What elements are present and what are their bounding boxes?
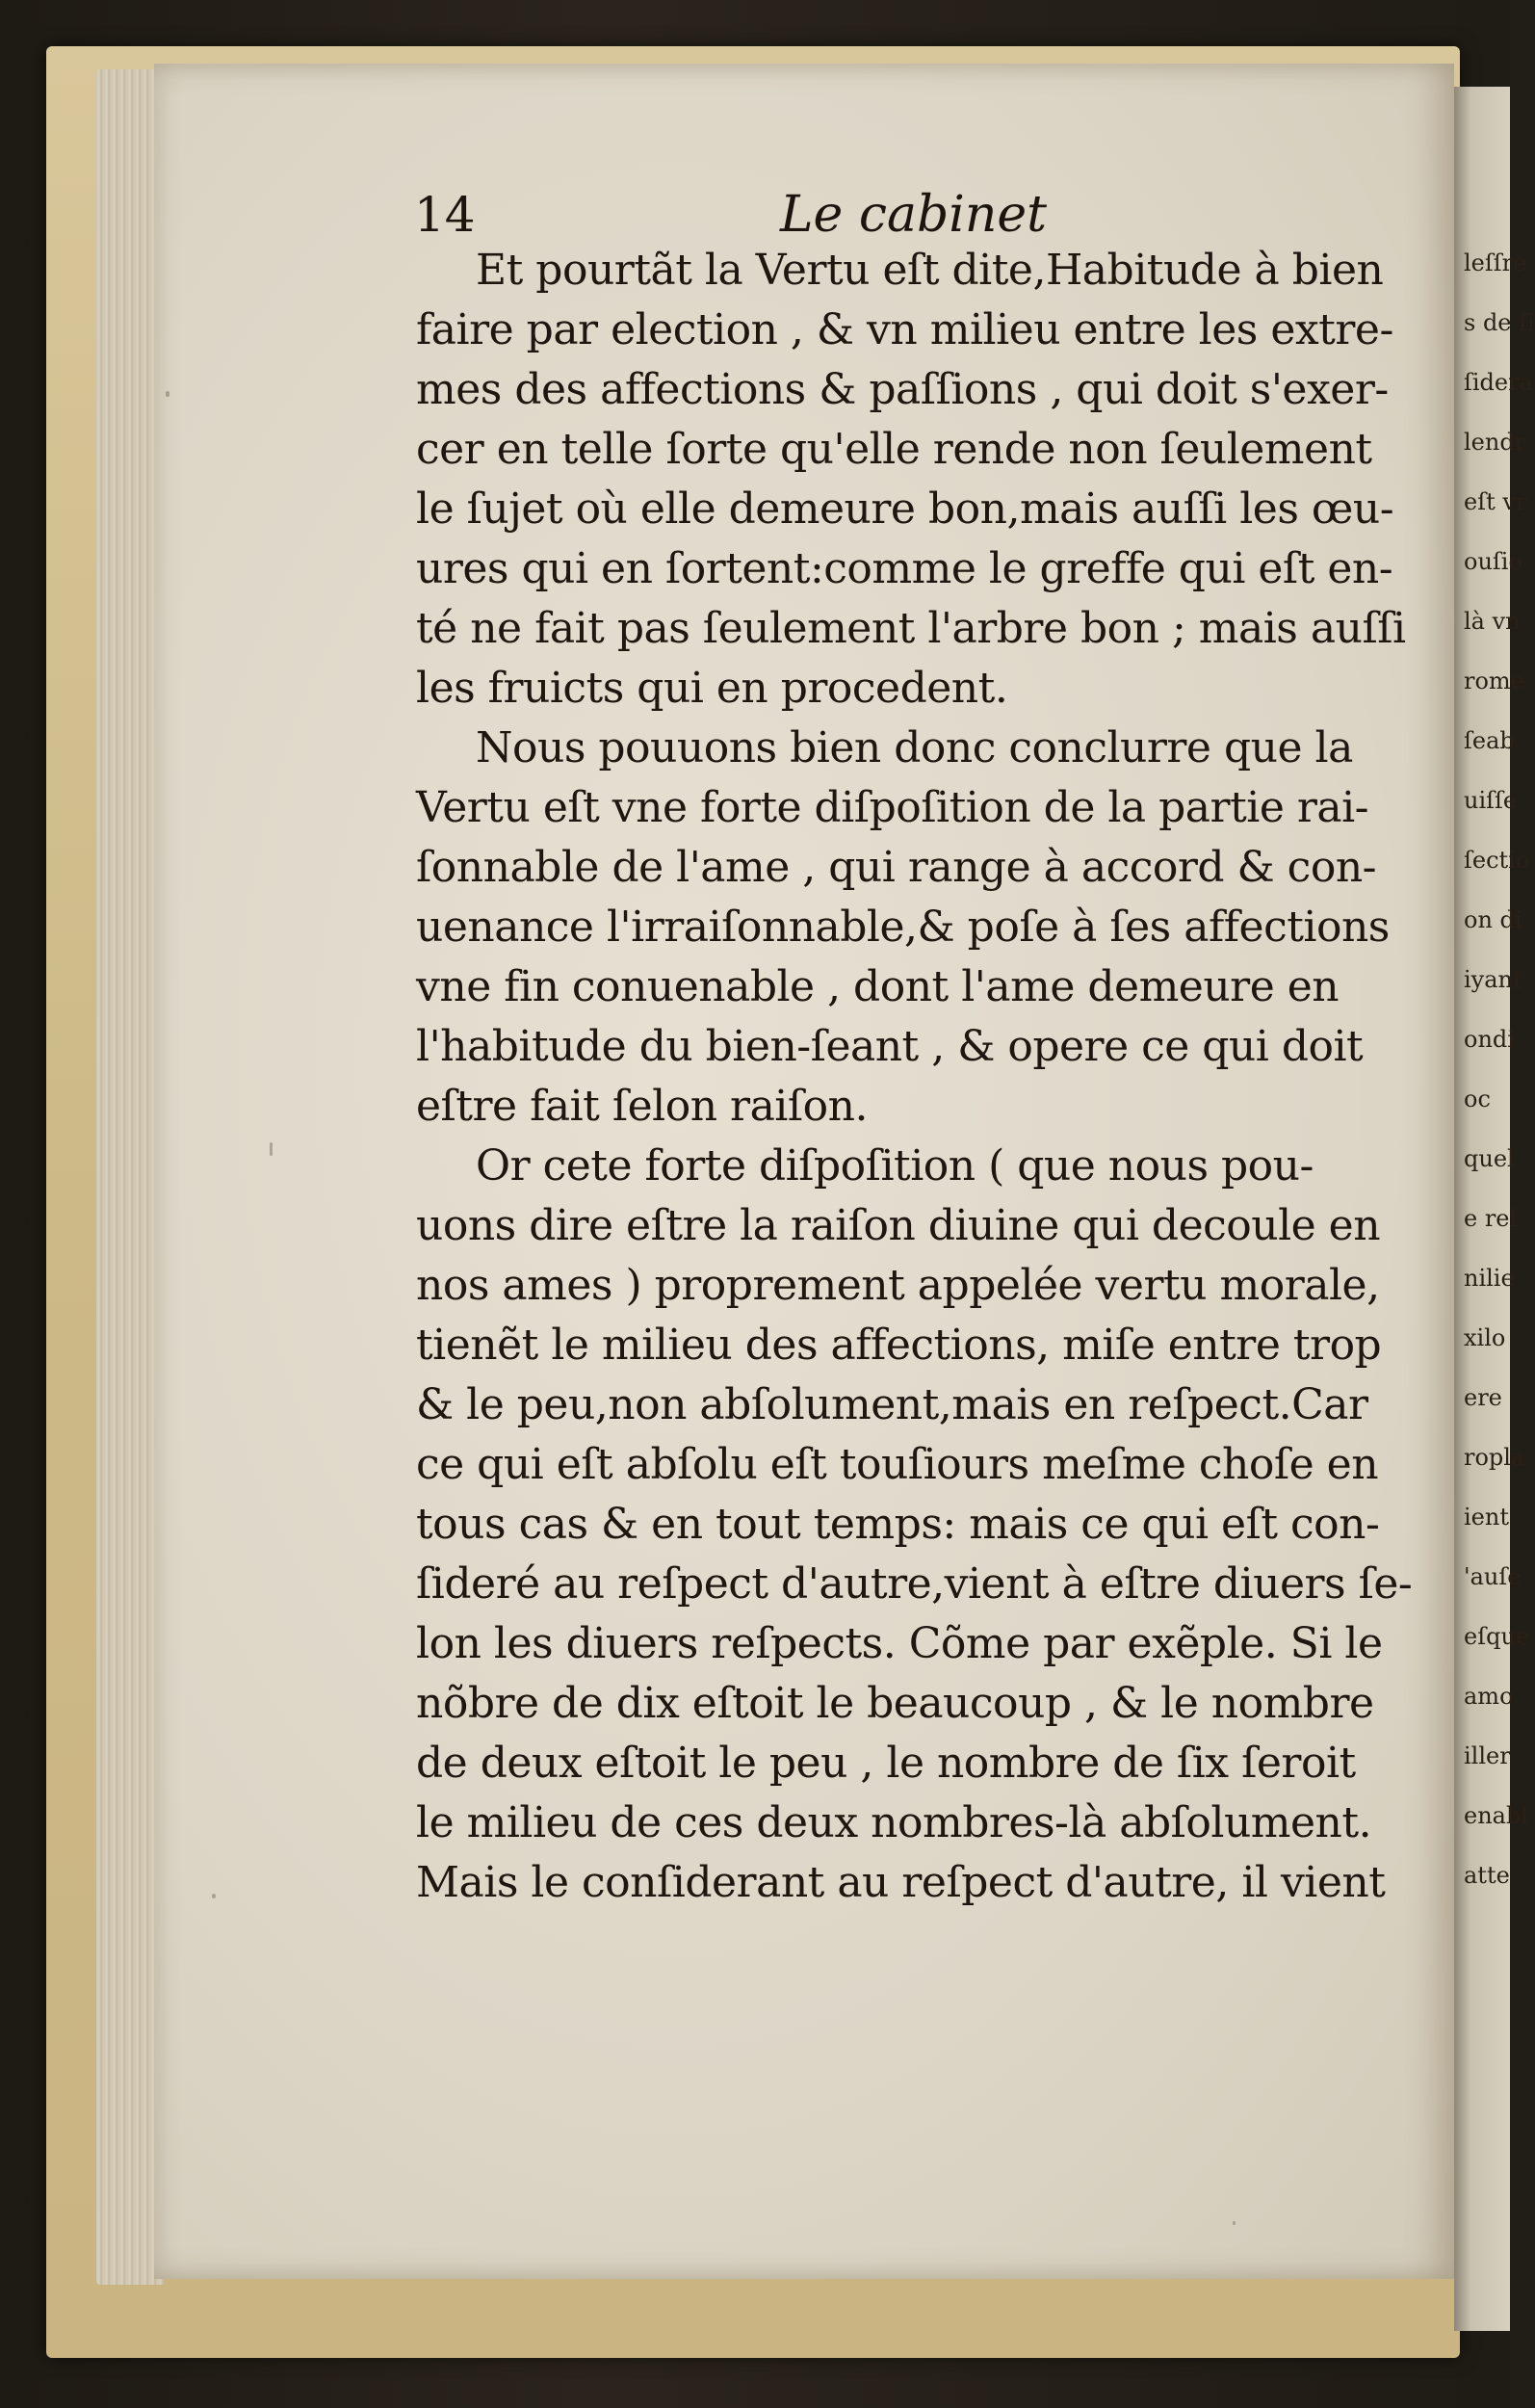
text-line: vne fin conuenable , dont l'ame demeure en [416,962,1340,1011]
facing-fragment: atte [1464,1862,1510,1889]
facing-fragment: xilo [1464,1324,1506,1351]
facing-fragment: ropla [1464,1444,1525,1471]
text-line: uons dire eſtre la raiſon diuine qui decoule en [416,1201,1381,1250]
facing-fragment: oc [1464,1086,1491,1112]
text-line: de deux eſtoit le peu , le nombre de ſix ſeroit [416,1739,1356,1788]
facing-fragment: ouſio [1464,548,1522,575]
facing-fragment: iyant [1464,966,1522,993]
text-line: ce qui eſt abſolu eſt touſiours meſme choſe en [416,1440,1379,1489]
facing-fragment: amo [1464,1683,1514,1710]
text-line: faire par election , & vn milieu entre les extre- [416,305,1393,354]
text-line: té ne fait pas ſeulement l'arbre bon ; mais auſſi [416,604,1406,653]
page-speck [1233,2221,1236,2225]
facing-fragment: eſt vr [1464,488,1527,515]
facing-fragment: quel [1464,1145,1515,1172]
text-line: Vertu eſt vne forte diſpoſition de la partie rai- [416,783,1369,832]
page-speck [212,1894,216,1898]
facing-fragment: eſque [1464,1623,1530,1650]
text-line: l'habitude du bien-ſeant , & opere ce qui doit [416,1022,1364,1071]
text-line: mes des affections & paſſions , qui doit s'exer- [416,365,1389,414]
facing-page-strip [1454,87,1535,2331]
body-text [416,241,1427,1913]
facing-fragment: rome [1464,667,1524,694]
facing-fragment: nilie [1464,1265,1515,1292]
text-line: & le peu,non abſolument,mais en reſpect.Car [416,1380,1368,1429]
facing-fragment: enabl [1464,1802,1529,1829]
text-line: lon les diuers reſpects. Cõme par exẽple. Si le [416,1619,1383,1668]
text-line: Mais le conſiderant au reſpect d'autre, il vient [416,1858,1386,1907]
text-line: eſtre fait ſelon raiſon. [416,1082,868,1131]
text-line: tienẽt le milieu des affections, miſe entre trop [416,1321,1382,1370]
text-line: les fruicts qui en procedent. [416,664,1008,713]
facing-fragment: ſeab [1464,727,1515,754]
facing-fragment: uiſſe [1464,787,1518,814]
text-line: Et pourtãt la Vertu eſt dite,Habitude à bien [476,246,1384,295]
facing-fragment: on di [1464,906,1522,933]
page-speck [270,1142,273,1156]
facing-fragment: ient [1464,1504,1509,1531]
facing-fragment: leſſre [1464,249,1527,276]
text-line: le ſujet où elle demeure bon,mais auſſi les œu- [416,484,1394,534]
facing-fragment: ondi [1464,1026,1515,1053]
page-number: 14 [414,187,476,243]
facing-fragment: là vn [1464,608,1521,635]
facing-fragment: s de ſi [1464,309,1535,336]
text-line: ures qui en ſortent:comme le greffe qui eſt en- [416,544,1393,593]
facing-fragment: lendr [1464,429,1526,456]
text-line: Nous pouuons bien donc conclurre que la [476,723,1353,772]
facing-fragment: ſidera [1464,369,1533,396]
facing-fragment: iller [1464,1742,1511,1769]
text-line: ſonnable de l'ame , qui range à accord & con- [416,843,1377,892]
facing-fragment: e reſ [1464,1205,1519,1232]
text-line: uenance l'irraiſonnable,& poſe à ſes affections [416,903,1390,952]
running-header [414,181,1425,249]
text-line: tous cas & en tout temps: mais ce qui eſt con- [416,1500,1380,1549]
text-line: Or cete forte diſpoſition ( que nous pou- [476,1141,1314,1191]
page-speck [166,391,169,397]
facing-fragment: ſectio [1464,847,1530,874]
text-line: nos ames ) proprement appelée vertu morale, [416,1261,1380,1310]
facing-fragment: 'auſe [1464,1563,1522,1590]
text-line: ſideré au reſpect d'autre,vient à eſtre diuers ſe- [416,1559,1413,1609]
text-line: nõbre de dix eſtoit le beaucoup , & le nombre [416,1679,1374,1728]
text-line: cer en telle ſorte qu'elle rende non ſeulement [416,425,1372,474]
running-title: Le cabinet [780,186,1048,244]
text-line: le milieu de ces deux nombres-là abſolument. [416,1798,1372,1847]
facing-fragment: ere [1464,1384,1502,1411]
